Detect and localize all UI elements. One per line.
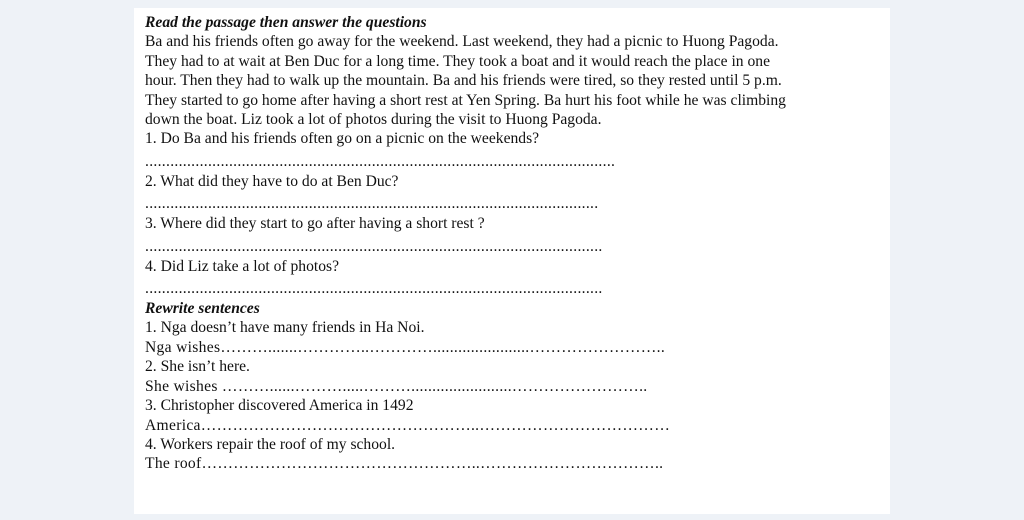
rewrite-item-3: 3. Christopher discovered America in 1492 [145,397,414,415]
passage-line: hour. Then they had to walk up the mountain. Ba and his friends were tired, so they rested until 5 p.m. [145,72,782,90]
rewrite-heading: Rewrite sentences [145,300,260,318]
rewrite-answer-3[interactable]: America……………………………………………..……………………………… [145,416,671,434]
rewrite-answer-2[interactable]: She wishes ………......……….....………........................…………………….. [145,377,648,395]
passage-line: down the boat. Liz took a lot of photos during the visit to Huong Pagoda. [145,111,602,129]
rewrite-item-2: 2. She isn’t here. [145,358,250,376]
rewrite-answer-4[interactable]: The roof……………………………………………..…………………………….. [145,455,664,473]
passage-line: They had to at wait at Ben Duc for a long time. They took a boat and it would reach the place in one [145,52,770,70]
reading-heading: Read the passage then answer the questions [145,14,427,31]
answer-line-4[interactable]: ............................................................................................................. [145,280,603,298]
question-1: 1. Do Ba and his friends often go on a picnic on the weekends? [145,130,540,148]
worksheet-content [145,13,885,474]
question-3: 3. Where did they start to go after having a short rest ? [145,215,485,233]
question-2: 2. What did they have to do at Ben Duc? [145,172,399,190]
reading-passage [145,32,885,129]
question-4: 4. Did Liz take a lot of photos? [145,257,340,275]
rewrite-item-4: 4. Workers repair the roof of my school. [145,435,396,453]
passage-line: They started to go home after having a short rest at Yen Spring. Ba hurt his foot while he was climbing [145,91,786,109]
passage-line: Ba and his friends often go away for the weekend. Last weekend, they had a picnic to Huong Pagoda. [145,33,779,51]
answer-line-1[interactable]: ................................................................................................................ [145,152,616,170]
worksheet-page [134,8,890,514]
answer-line-2[interactable]: ............................................................................................................ [145,195,599,213]
rewrite-item-1: 1. Nga doesn’t have many friends in Ha Noi. [145,319,425,337]
answer-line-3[interactable]: ............................................................................................................. [145,237,603,255]
rewrite-answer-1[interactable]: Nga wishes……….......…………..………….......................…………………….. [145,338,666,356]
